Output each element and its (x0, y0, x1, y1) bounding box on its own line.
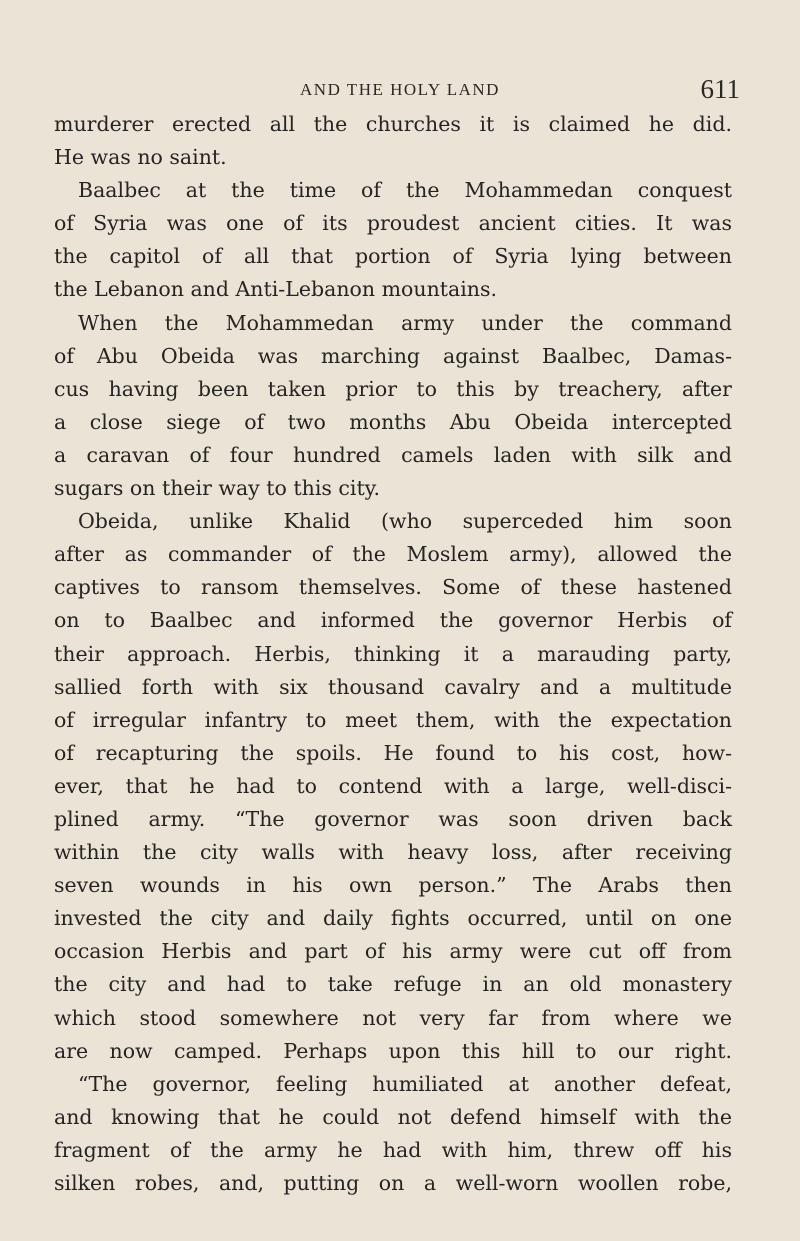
text-line: and knowing that he could not defend himself with the (54, 1104, 732, 1129)
page-number: 611 (700, 74, 740, 104)
text-line: When the Mohammedan army under the command (78, 310, 732, 335)
text-line: the capitol of all that portion of Syria lying between (54, 244, 732, 269)
text-line: are now camped. Perhaps upon this hill to our right. (54, 1038, 732, 1063)
body-text (54, 108, 732, 1200)
text-line: of Abu Obeida was marching against Baalbec, Damas- (54, 343, 732, 368)
text-line: murderer erected all the churches it is claimed he did. (54, 112, 732, 136)
text-line: a caravan of four hundred camels laden with silk and (54, 442, 732, 467)
text-line: silken robes, and, putting on a well-worn woollen robe, (54, 1171, 732, 1195)
text-line: which stood somewhere not very far from where we (54, 1005, 732, 1030)
running-title: AND THE HOLY LAND (300, 80, 500, 99)
text-line: occasion Herbis and part of his army were cut off from (54, 939, 732, 964)
text-line: the city and had to take refuge in an old monastery (54, 972, 732, 997)
text-line: of irregular infantry to meet them, with the expectation (54, 707, 732, 732)
text-line: Baalbec at the time of the Mohammedan conquest (78, 178, 732, 203)
text-line: ever, that he had to contend with a large, well-disci- (54, 773, 732, 798)
running-head (60, 72, 740, 112)
text-line: seven wounds in his own person.” The Arabs then (54, 873, 732, 898)
text-line: sallied forth with six thousand cavalry and a multitude (54, 674, 732, 699)
text-line: of Syria was one of its proudest ancient cities. It was (54, 211, 732, 236)
text-line: within the city walls with heavy loss, after receiving (54, 840, 732, 865)
text-line: the Lebanon and Anti-Lebanon mountains. (54, 277, 498, 302)
text-line: “The governor, feeling humiliated at another defeat, (78, 1071, 732, 1096)
text-line: of recapturing the spoils. He found to his cost, how- (54, 740, 732, 765)
text-line: He was no saint. (54, 145, 227, 170)
text-line: plined army. “The governor was soon driven back (54, 806, 732, 831)
text-line: Obeida, unlike Khalid (who superceded him soon (78, 509, 732, 534)
text-line: their approach. Herbis, thinking it a marauding party, (54, 641, 732, 666)
text-line: invested the city and daily fights occurred, until on one (54, 906, 732, 931)
text-line: fragment of the army he had with him, threw off his (54, 1137, 732, 1162)
text-line: captives to ransom themselves. Some of these hastened (54, 575, 732, 600)
text-line: a close siege of two months Abu Obeida intercepted (54, 409, 732, 434)
text-line: after as commander of the Moslem army), allowed the (54, 542, 732, 567)
text-line: on to Baalbec and informed the governor Herbis of (54, 608, 732, 633)
text-line: cus having been taken prior to this by treachery, after (54, 376, 732, 401)
text-line: sugars on their way to this city. (54, 476, 381, 501)
